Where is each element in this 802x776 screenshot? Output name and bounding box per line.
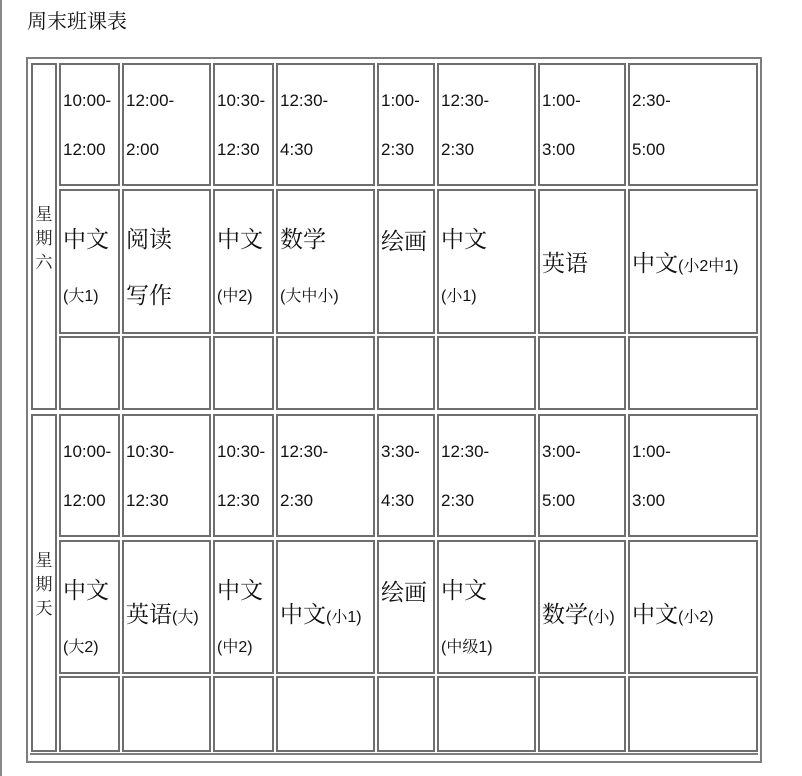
course-name-line: [126, 596, 199, 629]
time-end: 3:00: [632, 491, 666, 510]
time-end: 5:00: [632, 140, 666, 159]
time-start: 10:00-: [63, 442, 112, 461]
course-name: 中文: [63, 227, 109, 253]
course-level: (小1): [326, 609, 362, 626]
course-level: (小1): [441, 288, 477, 305]
course-cell: [276, 540, 375, 674]
time-end: 12:30: [217, 140, 260, 159]
time-start: 10:30-: [126, 442, 175, 461]
time-cell: [538, 63, 626, 186]
time-end: 4:30: [381, 491, 415, 510]
course-name-line: [542, 596, 615, 629]
course-name: 中文: [63, 578, 109, 604]
course-name: 绘画: [381, 580, 427, 606]
course-level: (中2): [217, 288, 253, 305]
time-start: 3:30-: [381, 442, 420, 461]
time-end: 5:00: [542, 491, 576, 510]
time-start: 1:00-: [542, 91, 581, 110]
day-char: 星: [35, 551, 53, 571]
time-end: 12:30: [126, 491, 169, 510]
course-level: (大1): [63, 288, 99, 305]
course-level: (小2): [678, 609, 714, 626]
course-level: (大): [172, 609, 199, 626]
empty-cell: [276, 676, 375, 752]
course-cell: [213, 540, 274, 674]
time-cell: [377, 414, 435, 537]
course-name-line: [280, 596, 362, 629]
course-name-line: [632, 596, 714, 629]
time-end: 2:30: [381, 140, 415, 159]
time-end: 4:30: [280, 140, 314, 159]
course-name: 绘画: [381, 229, 427, 255]
course-cell: [538, 540, 626, 674]
course-level: (中级1): [441, 639, 493, 656]
time-start: 2:30-: [632, 91, 671, 110]
left-border: [0, 0, 2, 776]
course-name: 中文: [217, 578, 263, 604]
time-cell: [276, 414, 375, 537]
empty-cell: [437, 676, 536, 752]
course-name: 中文: [280, 602, 326, 628]
course-level: (中2): [217, 639, 253, 656]
time-start: 12:30-: [441, 91, 490, 110]
course-cell: [276, 189, 375, 334]
course-level: (大中小): [280, 288, 339, 305]
empty-cell: [59, 676, 120, 752]
course-cell: [59, 540, 120, 674]
time-cell: [213, 63, 274, 186]
day-char: 期: [35, 228, 53, 249]
time-cell: [538, 414, 626, 537]
day-char: 期: [35, 575, 53, 595]
time-start: 3:00-: [542, 442, 581, 461]
course-level: (小2中1): [678, 258, 739, 275]
empty-cell: [213, 336, 274, 410]
time-cell: [213, 414, 274, 537]
empty-cell: [437, 336, 536, 410]
empty-cell: [276, 336, 375, 410]
course-level: (大2): [63, 639, 99, 656]
course-name: 阅读: [126, 227, 172, 253]
time-start: 12:30-: [280, 91, 329, 110]
time-end: 2:30: [441, 491, 475, 510]
course-name: 中文: [632, 602, 678, 628]
time-cell: [122, 414, 211, 537]
course-name-line: [542, 245, 588, 278]
empty-cell: [122, 676, 211, 752]
day-char: 六: [35, 252, 53, 273]
course-name: 数学: [280, 227, 326, 253]
time-cell: [122, 63, 211, 186]
course-name-line: [632, 245, 738, 278]
course-name: 中文: [632, 251, 678, 277]
time-cell: [276, 63, 375, 186]
time-end: 12:00: [63, 140, 106, 159]
course-cell: [213, 189, 274, 334]
page-title: 周末班课表: [27, 9, 127, 33]
course-cell: [122, 189, 211, 334]
time-cell: [59, 414, 120, 537]
empty-cell: [213, 676, 274, 752]
time-end: 3:00: [542, 140, 576, 159]
course-cell: [377, 540, 435, 674]
empty-cell: [122, 336, 211, 410]
course-cell: [628, 189, 758, 334]
day-char: 天: [35, 599, 53, 619]
time-cell: [628, 63, 758, 186]
empty-cell: [538, 336, 626, 410]
course-name: 中文: [441, 578, 487, 604]
time-end: 12:30: [217, 491, 260, 510]
course-name: 中文: [217, 227, 263, 253]
time-start: 10:00-: [63, 91, 112, 110]
course-level: 写作: [126, 283, 172, 309]
time-start: 12:30-: [441, 442, 490, 461]
course-cell: [538, 189, 626, 334]
empty-cell: [628, 336, 758, 410]
course-level: (小): [588, 609, 615, 626]
time-cell: [628, 414, 758, 537]
time-start: 1:00-: [632, 442, 671, 461]
time-start: 12:30-: [280, 442, 329, 461]
day-char: 星: [35, 204, 53, 225]
time-start: 1:00-: [381, 91, 420, 110]
time-end: 2:00: [126, 140, 160, 159]
empty-cell: [377, 676, 435, 752]
time-end: 2:30: [280, 491, 314, 510]
course-name: 数学: [542, 602, 588, 628]
time-start: 10:30-: [217, 442, 266, 461]
time-start: 10:30-: [217, 91, 266, 110]
course-cell: [437, 189, 536, 334]
empty-cell: [377, 336, 435, 410]
course-cell: [437, 540, 536, 674]
course-name: 英语: [542, 251, 588, 277]
time-cell: [59, 63, 120, 186]
time-cell: [437, 414, 536, 537]
day-label-cell: [31, 63, 57, 410]
course-cell: [377, 189, 435, 334]
course-name: 中文: [441, 227, 487, 253]
empty-cell: [628, 676, 758, 752]
time-cell: [377, 63, 435, 186]
course-name: 英语: [126, 602, 172, 628]
empty-cell: [59, 336, 120, 410]
course-cell: [59, 189, 120, 334]
table-bottom-line: [30, 753, 758, 755]
time-end: 2:30: [441, 140, 475, 159]
time-cell: [437, 63, 536, 186]
course-cell: [122, 540, 211, 674]
course-cell: [628, 540, 758, 674]
time-start: 12:00-: [126, 91, 175, 110]
day-label-cell: [31, 414, 57, 752]
time-end: 12:00: [63, 491, 106, 510]
empty-cell: [538, 676, 626, 752]
